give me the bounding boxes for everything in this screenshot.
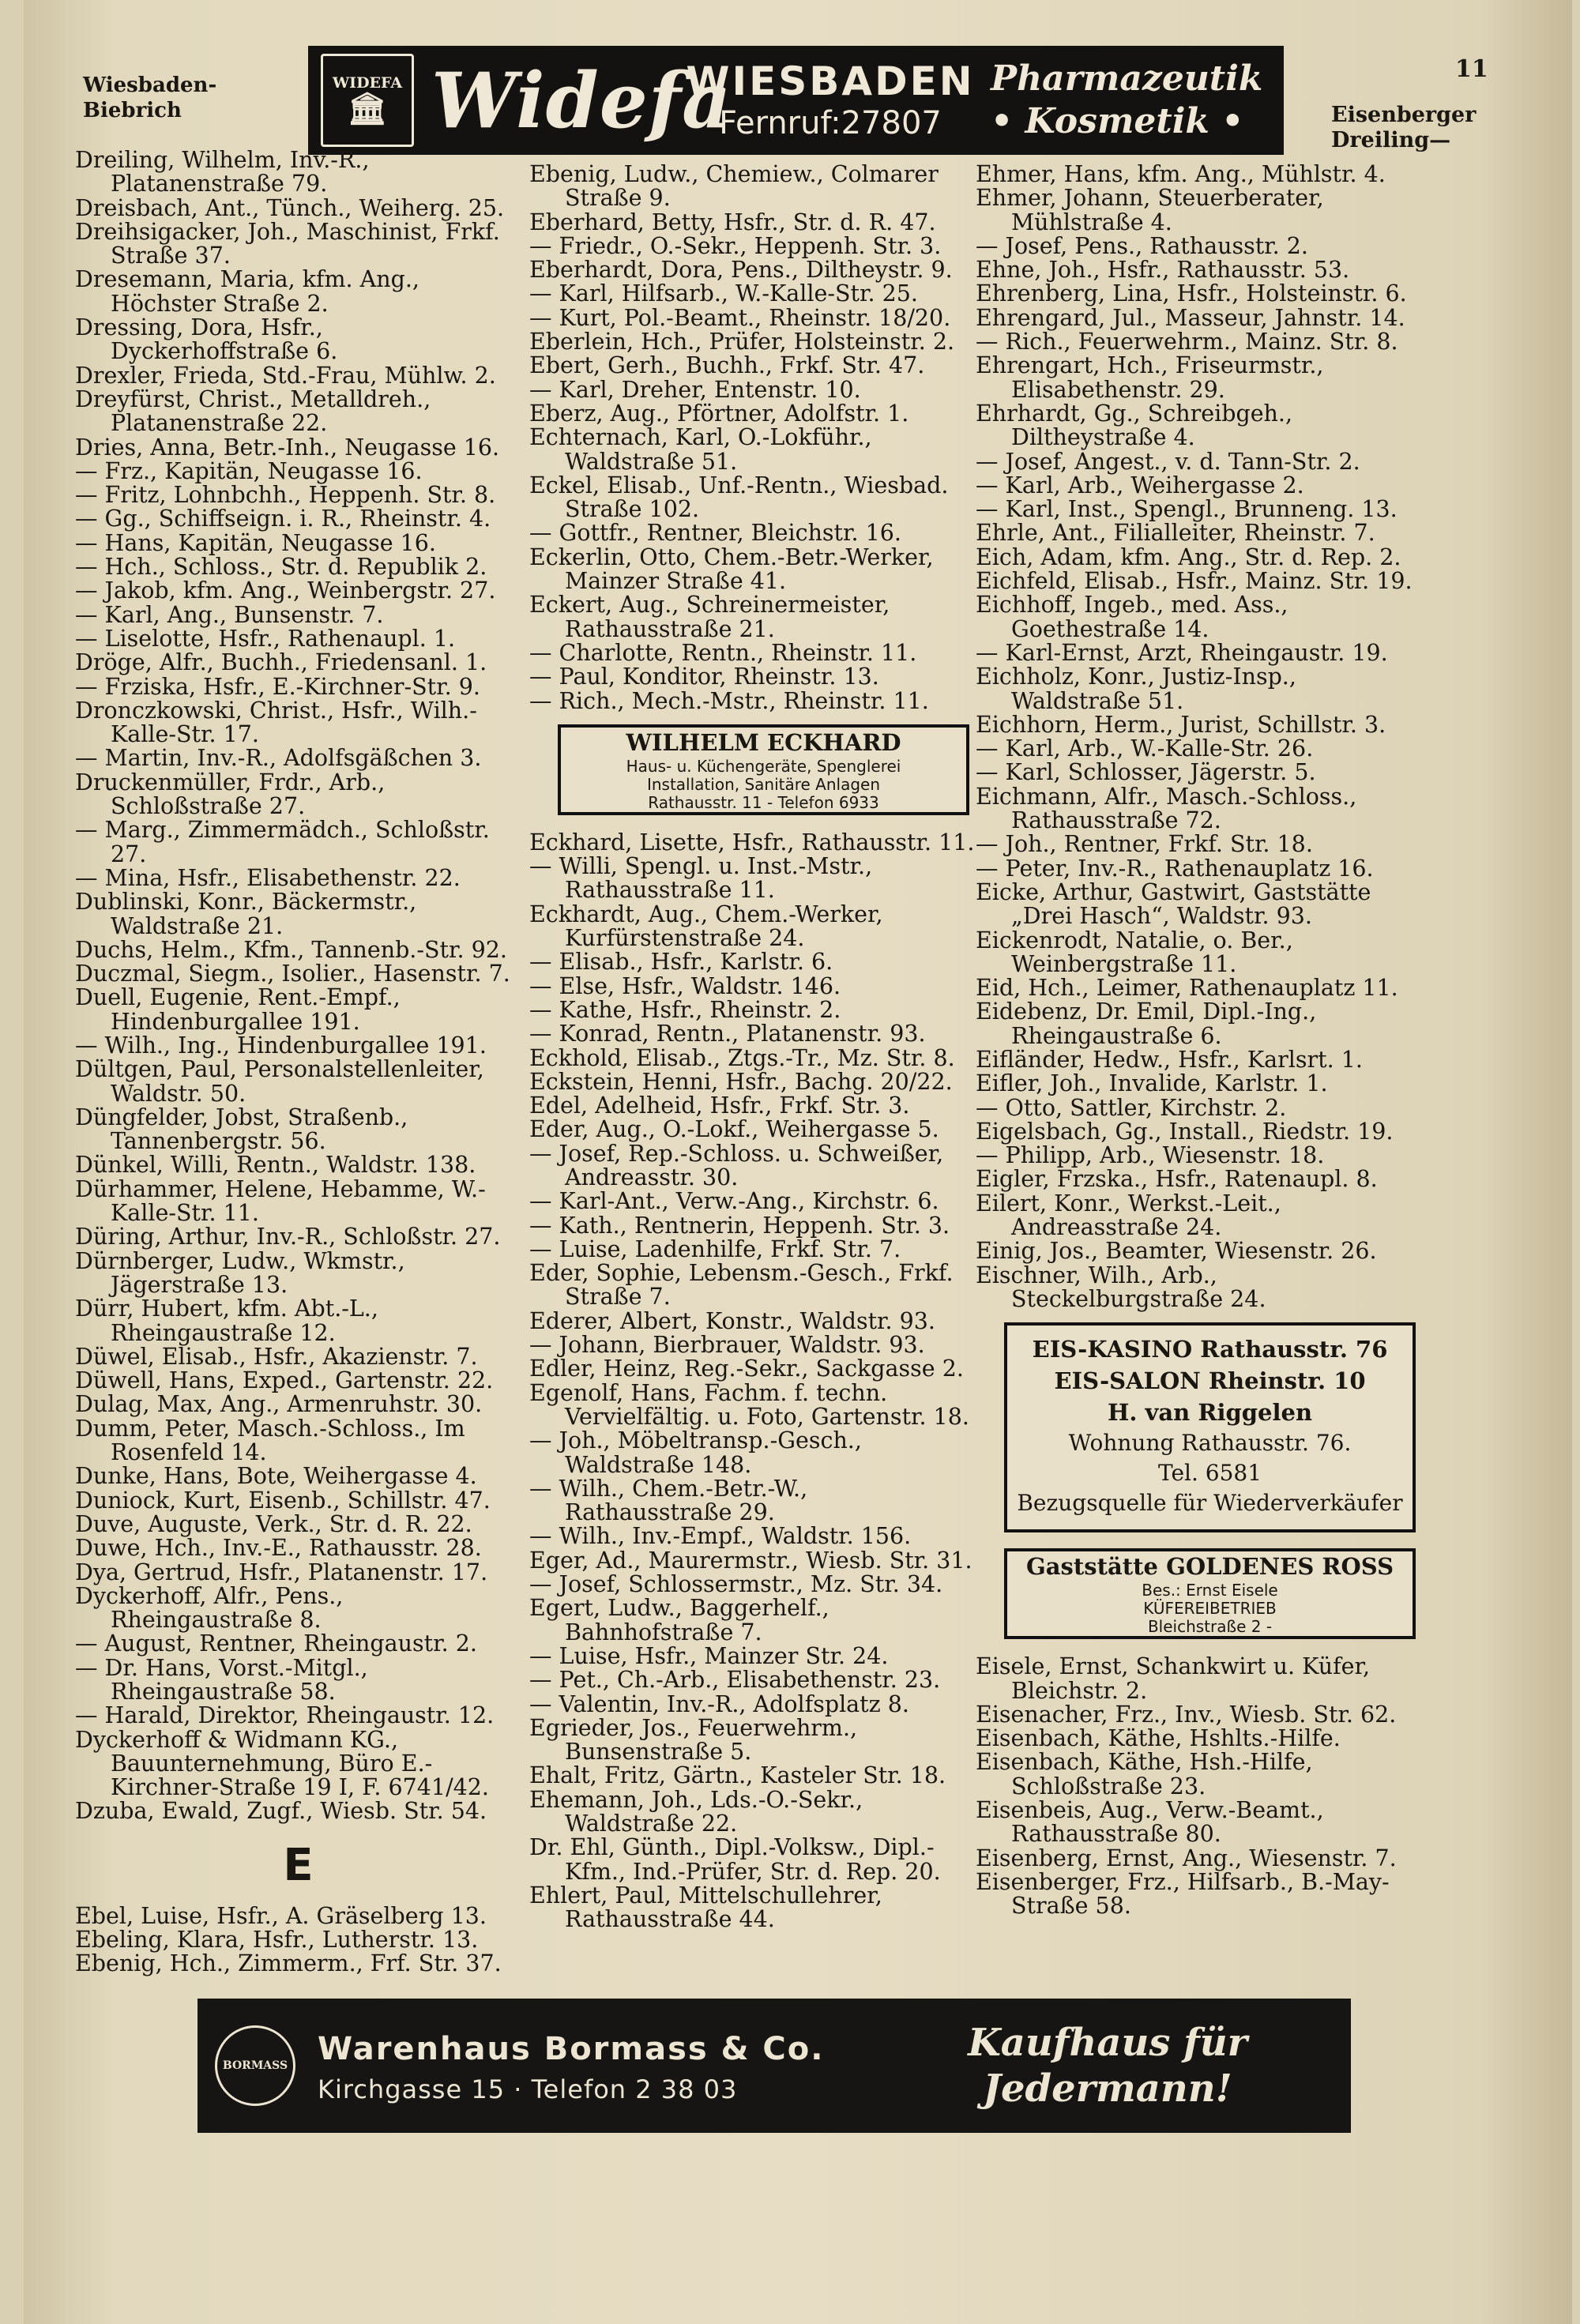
directory-entry: Duell, Eugenie, Rent.-Empf., Hindenburgallee 191. — [75, 984, 401, 1035]
directory-entry: — Wilh., Inv.-Empf., Waldstr. 156. — [529, 1523, 912, 1550]
directory-entry: Eichfeld, Elisab., Hsfr., Mainz. Str. 19. — [976, 568, 1413, 595]
directory-entry: Eckert, Aug., Schreinermeister, Rathausstraße 21. — [529, 592, 890, 642]
directory-entry: Ehrenberg, Lina, Hsfr., Holsteinstr. 6. — [976, 280, 1407, 307]
directory-entry: Eisenberger, Frz., Hilfsarb., B.-May-Straße 58. — [976, 1868, 1390, 1920]
ad-wilhelm-eckhard — [558, 724, 969, 815]
ad-ross-line3: Bleichstraße 2 - — [1147, 1617, 1273, 1637]
directory-entry: — Marg., Zimmermädch., Schloßstr. 27. — [75, 817, 490, 867]
directory-entry: Eilert, Konr., Werkst.-Leit., Andreasstraße 24. — [976, 1190, 1281, 1241]
bormass-footer-ad — [198, 1999, 1351, 2133]
directory-entry: — Karl-Ernst, Arzt, Rheingaustr. 19. — [976, 639, 1388, 666]
column-1-entries — [75, 149, 521, 1824]
directory-entry: Egrieder, Jos., Feuerwehrm., Bunsenstraße 5. — [529, 1714, 858, 1766]
directory-entry: Duchs, Helm., Kfm., Tannenb.-Str. 92. — [75, 936, 507, 963]
directory-entry: — Joh., Rentner, Frkf. Str. 18. — [976, 831, 1313, 858]
header-right-line1: Eisenberger — [1331, 103, 1477, 127]
directory-entry: — Peter, Inv.-R., Rathenauplatz 16. — [976, 855, 1374, 882]
directory-entry: Eberlein, Hch., Prüfer, Holsteinstr. 2. — [529, 329, 955, 355]
directory-entry: — Valentin, Inv.-R., Adolfsplatz 8. — [529, 1690, 909, 1717]
directory-entry: Eberhardt, Dora, Pens., Diltheystr. 9. — [529, 257, 953, 284]
directory-entry: Eisenbach, Käthe, Hshlts.-Hilfe. — [976, 1725, 1341, 1752]
directory-entry: Edel, Adelheid, Hsfr., Frkf. Str. 3. — [529, 1092, 910, 1119]
directory-entry: Eickenrodt, Natalie, o. Ber., Weinbergstraße 11. — [976, 927, 1293, 977]
directory-entry: — Otto, Sattler, Kirchstr. 2. — [976, 1094, 1287, 1121]
directory-entry: Ebert, Gerh., Buchh., Frkf. Str. 47. — [529, 352, 925, 379]
directory-entry: Eifländer, Hedw., Hsfr., Karlsrt. 1. — [976, 1046, 1363, 1073]
header-left-line1: Wiesbaden- — [83, 73, 217, 97]
directory-entry: — Mina, Hsfr., Elisabethenstr. 22. — [75, 864, 461, 891]
section-letter: E — [283, 1839, 314, 1891]
directory-entry: Eischner, Wilh., Arb., Steckelburgstraße 24. — [976, 1262, 1266, 1312]
directory-entry: Dreihsigacker, Joh., Maschinist, Frkf. Straße 37. — [75, 218, 500, 269]
directory-entry: Egert, Ludw., Baggerhelf., Bahnhofstraße 7. — [529, 1595, 830, 1645]
ad-ross-line2: KÜFEREIBETRIEB — [1143, 1599, 1277, 1619]
directory-entry: Dültgen, Paul, Personalstellenleiter, Waldstr. 50. — [75, 1056, 484, 1107]
ad-eckhard-line3: Rathausstr. 11 - Telefon 6933 — [648, 792, 879, 812]
directory-entry: Eckhardt, Aug., Chem.-Werker, Kurfürstenstraße 24. — [529, 901, 883, 952]
ad-eckhard-line2: Installation, Sanitäre Anlagen — [646, 774, 881, 794]
directory-entry: — Wilh., Ing., Hindenburgallee 191. — [75, 1032, 487, 1059]
directory-entry: Egenolf, Hans, Fachm. f. techn. Vervielfältig. u. Foto, Gartenstr. 18. — [529, 1379, 969, 1430]
directory-entry: Ehlert, Paul, Mittelschullehrer, Rathausstraße 44. — [529, 1882, 882, 1933]
directory-entry: — Hans, Kapitän, Neugasse 16. — [75, 529, 436, 556]
directory-entry: — Frz., Kapitän, Neugasse 16. — [75, 457, 423, 484]
directory-entry: — Martin, Inv.-R., Adolfsgäßchen 3. — [75, 745, 482, 772]
ad-eckhard-line1: Haus- u. Küchengeräte, Spenglerei — [626, 756, 901, 776]
directory-entry: — Josef, Rep.-Schloss. u. Schweißer, Andreasstr. 30. — [529, 1140, 944, 1190]
widefa-banner-ad — [308, 46, 1284, 155]
directory-entry: Dürhammer, Helene, Hebamme, W.-Kalle-Str. 11. — [75, 1175, 486, 1227]
directory-entry: Ehalt, Fritz, Gärtn., Kasteler Str. 18. — [529, 1762, 946, 1789]
directory-entry: — Philipp, Arb., Wiesenstr. 18. — [976, 1142, 1325, 1169]
directory-entry: — Karl, Ang., Bunsenstr. 7. — [75, 601, 384, 628]
directory-entry: Eichholz, Konr., Justiz-Insp., Waldstraße 51. — [976, 664, 1296, 714]
directory-entry: — Karl, Inst., Spengl., Brunneng. 13. — [976, 496, 1398, 523]
column-3-entries-a — [976, 163, 1422, 1311]
footer-slogan-2: Jedermann! — [983, 2066, 1232, 2111]
banner-brand: Widefa — [431, 55, 732, 145]
ad-eis-kasino — [1004, 1322, 1416, 1532]
directory-entry: Dürnberger, Ludw., Wkmstr., Jägerstraße 13. — [75, 1247, 405, 1298]
directory-entry: — Karl, Arb., W.-Kalle-Str. 26. — [976, 735, 1314, 762]
directory-entry: — Karl, Schlosser, Jägerstr. 5. — [976, 759, 1316, 786]
directory-entry: — Willi, Spengl. u. Inst.-Mstr., Rathausstraße 11. — [529, 853, 873, 904]
directory-entry: Dürr, Hubert, kfm. Abt.-L., Rheingaustraße 12. — [75, 1295, 378, 1346]
directory-entry: — Jakob, kfm. Ang., Weinbergstr. 27. — [75, 577, 496, 604]
footer-slogan-1: Kaufhaus für — [968, 2021, 1247, 2065]
directory-entry: Dresemann, Maria, kfm. Ang., Höchster Straße 2. — [75, 266, 419, 317]
directory-entry: — Frziska, Hsfr., E.-Kirchner-Str. 9. — [75, 673, 480, 700]
directory-entry: Edler, Heinz, Reg.-Sekr., Sackgasse 2. — [529, 1356, 964, 1382]
directory-entry: — Josef, Schlossermstr., Mz. Str. 34. — [529, 1571, 943, 1598]
directory-entry: — Luise, Ladenhilfe, Frkf. Str. 7. — [529, 1235, 901, 1262]
directory-entry: — Josef, Pens., Rathausstr. 2. — [976, 232, 1308, 259]
directory-entry: Drexler, Frieda, Std.-Frau, Mühlw. 2. — [75, 362, 496, 389]
directory-entry: Ehmer, Hans, kfm. Ang., Mühlstr. 4. — [976, 161, 1386, 187]
column-2-entries-b — [529, 831, 976, 1932]
directory-entry: Düwel, Elisab., Hsfr., Akazienstr. 7. — [75, 1343, 478, 1370]
banner-middle — [684, 58, 976, 142]
directory-entry: Dronczkowski, Christ., Hsfr., Wilh.-Kalle-Str. 17. — [75, 697, 477, 748]
column-1-tail-entries — [75, 1902, 521, 1977]
directory-entry: Dreisbach, Ant., Tünch., Weiherg. 25. — [75, 194, 505, 221]
directory-entry: Einig, Jos., Beamter, Wiesenstr. 26. — [976, 1238, 1377, 1265]
footer-store-name: Warenhaus Bormass & Co. — [318, 2031, 825, 2067]
directory-entry: Ebel, Luise, Hsfr., A. Gräselberg 13. — [75, 1902, 487, 1929]
directory-entry: Duwe, Hch., Inv.-E., Rathausstr. 28. — [75, 1535, 482, 1562]
directory-entry: — Charlotte, Rentn., Rheinstr. 11. — [529, 639, 917, 666]
directory-entry: Dublinski, Konr., Bäckermstr., Waldstraße 21. — [75, 889, 417, 939]
footer-address: Kirchgasse 15 · Telefon 2 38 03 — [318, 2074, 738, 2104]
ad-goldenes-ross — [1004, 1548, 1416, 1639]
ad-ross-title: Gaststätte GOLDENES ROSS — [1025, 1553, 1394, 1581]
directory-entry: — Karl-Ant., Verw.-Ang., Kirchstr. 6. — [529, 1188, 939, 1215]
directory-entry: Ehne, Joh., Hsfr., Rathausstr. 53. — [976, 257, 1350, 284]
directory-entry: Duniock, Kurt, Eisenb., Schillstr. 47. — [75, 1487, 491, 1514]
directory-entry: Eisenbeis, Aug., Verw.-Beamt., Rathausstraße 80. — [976, 1797, 1324, 1848]
directory-entry: — Gg., Schiffseign. i. R., Rheinstr. 4. — [75, 506, 491, 532]
directory-entry: — Friedr., O.-Sekr., Heppenh. Str. 3. — [529, 232, 942, 259]
directory-entry: Eger, Ad., Maurermstr., Wiesb. Str. 31. — [529, 1547, 972, 1574]
directory-entry: Eich, Adam, kfm. Ang., Str. d. Rep. 2. — [976, 543, 1401, 570]
directory-entry: — Harald, Direktor, Rheingaustr. 12. — [75, 1702, 495, 1729]
column-2-entries-a — [529, 163, 976, 713]
ad-eckhard-title: WILHELM ECKHARD — [626, 728, 901, 756]
directory-entry: Eisenbach, Käthe, Hsh.-Hilfe, Schloßstraße 23. — [976, 1749, 1313, 1799]
directory-entry: Ebenig, Ludw., Chemiew., Colmarer Straße 9. — [529, 161, 939, 212]
column-3 — [976, 163, 1422, 1919]
directory-entry: — Fritz, Lohnbchh., Heppenh. Str. 8. — [75, 482, 496, 509]
ad-eis-line1: EIS-KASINO Rathausstr. 76 — [1032, 1336, 1388, 1363]
directory-entry: — Johann, Bierbrauer, Waldstr. 93. — [529, 1332, 925, 1359]
directory-entry: — Pet., Ch.-Arb., Elisabethenstr. 23. — [529, 1667, 941, 1694]
footer-slogan — [934, 2020, 1281, 2112]
directory-entry: — Liselotte, Hsfr., Rathenaupl. 1. — [75, 625, 456, 652]
directory-entry: — Karl, Hilfsarb., W.-Kalle-Str. 25. — [529, 280, 918, 307]
directory-entry: Eicke, Arthur, Gastwirt, Gaststätte „Drei Hasch“, Waldstr. 93. — [976, 878, 1371, 930]
directory-entry: — Dr. Hans, Vorst.-Mitgl., Rheingaustraße 58. — [75, 1654, 368, 1705]
directory-entry: — Else, Hsfr., Waldstr. 146. — [529, 972, 841, 999]
directory-entry: Dumm, Peter, Masch.-Schloss., Im Rosenfeld 14. — [75, 1415, 465, 1466]
banner-city: WIESBADEN — [686, 58, 975, 104]
directory-entry: Eckstein, Henni, Hsfr., Bachg. 20/22. — [529, 1068, 953, 1095]
directory-entry: Eberz, Aug., Pförtner, Adolfstr. 1. — [529, 400, 909, 427]
directory-entry: Dröge, Alfr., Buchh., Friedensanl. 1. — [75, 649, 487, 676]
ad-eis-line5: Tel. 6581 — [1157, 1460, 1262, 1487]
directory-entry: Eisenberg, Ernst, Ang., Wiesenstr. 7. — [976, 1845, 1397, 1871]
ad-eis-line6: Bezugsquelle für Wiederverkäufer — [1017, 1490, 1403, 1517]
directory-entry: — Luise, Hsfr., Mainzer Str. 24. — [529, 1642, 889, 1669]
directory-entry: Ebenig, Hch., Zimmerm., Frf. Str. 37. — [75, 1950, 502, 1977]
ad-eis-line3: H. van Riggelen — [1107, 1399, 1313, 1427]
footer-middle — [318, 2025, 902, 2106]
header-right-line2: Dreiling— — [1331, 128, 1451, 152]
directory-entry: Eigelsbach, Gg., Install., Riedstr. 19. — [976, 1118, 1394, 1145]
directory-entry: Duve, Auguste, Verk., Str. d. R. 22. — [75, 1510, 472, 1537]
directory-entry: Düwell, Hans, Exped., Gartenstr. 22. — [75, 1367, 494, 1394]
directory-entry: Eidebenz, Dr. Emil, Dipl.-Ing., Rheingaustraße 6. — [976, 998, 1317, 1049]
directory-entry: Ehrle, Ant., Filialleiter, Rheinstr. 7. — [976, 520, 1375, 547]
directory-entry: Dya, Gertrud, Hsfr., Platanenstr. 17. — [75, 1559, 488, 1585]
directory-entry: Eckhold, Elisab., Ztgs.-Tr., Mz. Str. 8. — [529, 1044, 955, 1071]
directory-entry: — Karl, Dreher, Entenstr. 10. — [529, 376, 861, 403]
directory-entry: Eckel, Elisab., Unf.-Rentn., Wiesbad. Straße 102. — [529, 472, 949, 523]
widefa-logo-badge — [321, 54, 414, 147]
directory-entry: Düring, Arthur, Inv.-R., Schloßstr. 27. — [75, 1224, 501, 1250]
directory-entry: — Hch., Schloss., Str. d. Republik 2. — [75, 554, 487, 581]
banner-tagline-2: • Kosmetik • — [991, 101, 1244, 141]
directory-entry: Echternach, Karl, O.-Lokführ., Waldstraße 51. — [529, 424, 872, 475]
globe-text: BORMASS — [222, 2059, 288, 2072]
ad-ross-line1: Bes.: Ernst Eisele — [1142, 1581, 1278, 1600]
directory-entry: — Kurt, Pol.-Beamt., Rheinstr. 18/20. — [529, 304, 951, 331]
directory-entry: Eisenacher, Frz., Inv., Wiesb. Str. 62. — [976, 1701, 1397, 1728]
directory-entry: Dzuba, Ewald, Zugf., Wiesb. Str. 54. — [75, 1798, 487, 1825]
directory-entry: — Kath., Rentnerin, Heppenh. Str. 3. — [529, 1212, 950, 1239]
directory-entry: — Kathe, Hsfr., Rheinstr. 2. — [529, 996, 841, 1023]
building-icon: 🏛 — [347, 90, 388, 127]
directory-entry: Dressing, Dora, Hsfr., Dyckerhoffstraße 6. — [75, 314, 338, 365]
page-number: 11 — [1455, 55, 1488, 83]
directory-entry: Eid, Hch., Leimer, Rathenauplatz 11. — [976, 975, 1398, 1002]
directory-entry: — Paul, Konditor, Rheinstr. 13. — [529, 664, 879, 690]
banner-phone: Fernruf:27807 — [719, 105, 942, 141]
directory-entry: Ehemann, Joh., Lds.-O.-Sekr., Waldstraße 22. — [529, 1786, 863, 1837]
banner-tagline-1: Pharmazeutik — [991, 58, 1263, 99]
directory-entry: Dr. Ehl, Günth., Dipl.-Volksw., Dipl.-Kfm., Ind.-Prüfer, Str. d. Rep. 20. — [529, 1834, 941, 1885]
ad-eis-line2: EIS-SALON Rheinstr. 10 — [1054, 1367, 1366, 1395]
directory-entry: Ehrhardt, Gg., Schreibgeh., Diltheystraße 4. — [976, 400, 1293, 451]
column-3-entries-b — [976, 1655, 1422, 1918]
directory-entry: — Rich., Feuerwehrm., Mainz. Str. 8. — [976, 329, 1398, 355]
directory-entry: Ebeling, Klara, Hsfr., Lutherstr. 13. — [75, 1927, 479, 1954]
directory-entry: Eder, Sophie, Lebensm.-Gesch., Frkf. Straße 7. — [529, 1260, 954, 1311]
directory-entry: Ehrengart, Hch., Friseurmstr., Elisabethenstr. 29. — [976, 352, 1324, 403]
directory-entry: — Rich., Mech.-Mstr., Rheinstr. 11. — [529, 687, 929, 714]
directory-entry: — Joh., Möbeltransp.-Gesch., Waldstraße 148. — [529, 1427, 862, 1478]
directory-entry: Dulag, Max, Ang., Armenruhstr. 30. — [75, 1391, 483, 1418]
directory-entry: — Konrad, Rentn., Platanenstr. 93. — [529, 1021, 926, 1047]
directory-entry: Dyckerhoff & Widmann KG., Bauunternehmung, Büro E.-Kirchner-Straße 19 I, F. 6741/42. — [75, 1726, 489, 1801]
directory-entry: Dunke, Hans, Bote, Weihergasse 4. — [75, 1463, 477, 1490]
directory-entry: — Josef, Angest., v. d. Tann-Str. 2. — [976, 448, 1360, 475]
column-2 — [529, 163, 976, 1931]
directory-entry: — Karl, Arb., Weihergasse 2. — [976, 472, 1304, 498]
column-1 — [75, 149, 521, 1976]
banner-tagline — [991, 58, 1262, 143]
directory-entry: Eichmann, Alfr., Masch.-Schloss., Rathausstraße 72. — [976, 783, 1357, 834]
directory-entry: Dreyfürst, Christ., Metalldreh., Platanenstraße 22. — [75, 385, 431, 437]
directory-page — [24, 0, 1572, 2324]
directory-entry: Dreiling, Wilhelm, Inv.-R., Platanenstraße 79. — [75, 147, 370, 197]
directory-entry: Eberhard, Betty, Hsfr., Str. d. R. 47. — [529, 209, 936, 235]
directory-entry: — August, Rentner, Rheingaustr. 2. — [75, 1630, 477, 1657]
directory-entry: Ehrengard, Jul., Masseur, Jahnstr. 14. — [976, 304, 1405, 331]
header-left — [83, 73, 216, 123]
ad-eis-line4: Wohnung Rathausstr. 76. — [1068, 1430, 1352, 1457]
directory-entry: — Elisab., Hsfr., Karlstr. 6. — [529, 949, 833, 976]
directory-entry: Eckhard, Lisette, Hsfr., Rathausstr. 11. — [529, 829, 975, 856]
directory-entry: Eisele, Ernst, Schankwirt u. Küfer, Bleichstr. 2. — [976, 1653, 1371, 1704]
directory-entry: Ederer, Albert, Konstr., Waldstr. 93. — [529, 1307, 935, 1334]
globe-logo-icon — [215, 2025, 295, 2106]
directory-entry: Duczmal, Siegm., Isolier., Hasenstr. 7. — [75, 961, 510, 987]
header-left-line2: Biebrich — [83, 99, 182, 122]
header-right — [1331, 103, 1476, 153]
directory-entry: Eichhoff, Ingeb., med. Ass., Goethestraße 14. — [976, 592, 1288, 642]
directory-entry: Druckenmüller, Frdr., Arb., Schloßstraße 27. — [75, 769, 386, 820]
directory-entry: Eckerlin, Otto, Chem.-Betr.-Werker, Mainzer Straße 41. — [529, 543, 934, 595]
directory-entry: Düngfelder, Jobst, Straßenb., Tannenbergstr. 56. — [75, 1104, 408, 1155]
directory-entry: Dünkel, Willi, Rentn., Waldstr. 138. — [75, 1152, 476, 1179]
directory-entry: Dyckerhoff, Alfr., Pens., Rheingaustraße 8. — [75, 1582, 344, 1634]
directory-entry: Eichhorn, Herm., Jurist, Schillstr. 3. — [976, 711, 1386, 738]
directory-entry: Eifler, Joh., Invalide, Karlstr. 1. — [976, 1070, 1328, 1097]
directory-entry: Eder, Aug., O.-Lokf., Weihergasse 5. — [529, 1116, 939, 1143]
directory-entry: Ehmer, Johann, Steuerberater, Mühlstraße 4. — [976, 185, 1324, 235]
directory-entry: — Gottfr., Rentner, Bleichstr. 16. — [529, 520, 901, 547]
directory-entry: Eigler, Frzska., Hsfr., Ratenaupl. 8. — [976, 1166, 1378, 1193]
badge-text: WIDEFA — [332, 74, 403, 92]
directory-entry: Dries, Anna, Betr.-Inh., Neugasse 16. — [75, 434, 500, 461]
directory-entry: — Wilh., Chem.-Betr.-W., Rathausstraße 29. — [529, 1475, 808, 1526]
